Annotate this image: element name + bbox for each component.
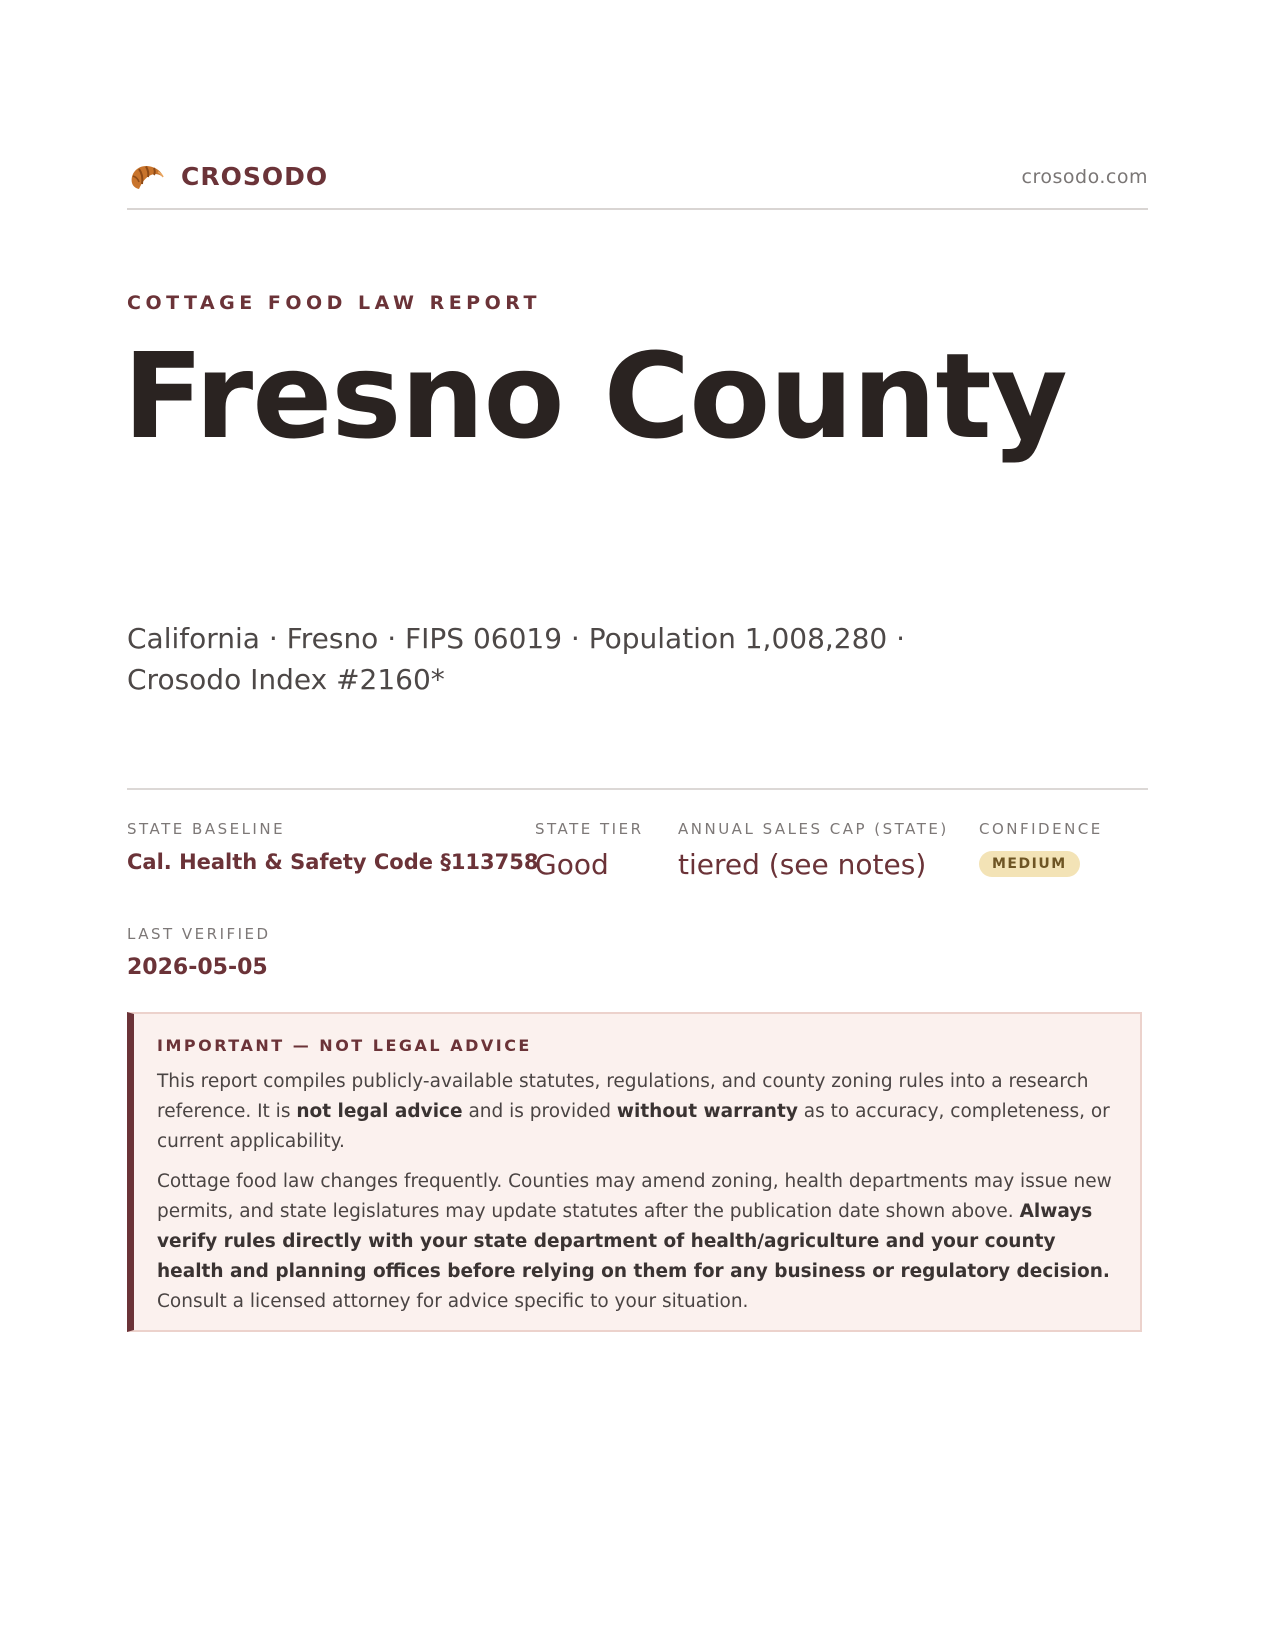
report-meta bbox=[127, 618, 927, 700]
fact-label: STATE BASELINE bbox=[127, 820, 286, 838]
fact-state-tier bbox=[535, 820, 644, 881]
fact-last-verified bbox=[127, 925, 271, 980]
page-title: Fresno County bbox=[123, 327, 1067, 465]
confidence-badge: MEDIUM bbox=[979, 851, 1080, 877]
fact-label: CONFIDENCE bbox=[979, 820, 1103, 838]
legal-notice bbox=[127, 1012, 1142, 1332]
meta-line-1: California · Fresno · FIPS 06019 · Population 1,008,280 · bbox=[127, 622, 906, 655]
fact-label: ANNUAL SALES CAP (STATE) bbox=[678, 820, 949, 838]
notice-paragraph-1: This report compiles publicly-available statutes, regulations, and county zoning rules into a research reference. It is not legal advice and is provided without warranty as to accuracy, completeness, or current applicability. bbox=[157, 1071, 1110, 1152]
notice-title: IMPORTANT — NOT LEGAL ADVICE bbox=[157, 1036, 532, 1055]
fact-value: 2026-05-05 bbox=[127, 955, 268, 980]
croissant-icon bbox=[127, 156, 167, 196]
report-page bbox=[123, 0, 1148, 1650]
fact-state-baseline bbox=[127, 820, 539, 874]
fact-label: STATE TIER bbox=[535, 820, 644, 838]
meta-line-2: Crosodo Index #2160* bbox=[127, 663, 445, 696]
fact-value: tiered (see notes) bbox=[678, 848, 927, 881]
page-header bbox=[127, 152, 1148, 210]
notice-paragraph-2: Cottage food law changes frequently. Counties may amend zoning, health departments may issue new permits, and state legislatures may update statutes after the publication date shown above. Always verify rules directly with your state department of health/agriculture and your county health and planning offices before relying on them for any business or regulatory decision. Consult a licensed attorney for advice specific to your situation. bbox=[157, 1171, 1112, 1312]
fact-annual-sales-cap bbox=[678, 820, 949, 881]
fact-confidence bbox=[979, 820, 1103, 877]
brand-name: CROSODO bbox=[181, 161, 329, 191]
brand[interactable] bbox=[127, 156, 328, 196]
fact-label: LAST VERIFIED bbox=[127, 925, 271, 943]
report-eyebrow: COTTAGE FOOD LAW REPORT bbox=[127, 292, 541, 314]
facts-section bbox=[127, 788, 1148, 980]
fact-value: Cal. Health & Safety Code §113758 bbox=[127, 850, 539, 874]
site-url-link[interactable]: crosodo.com bbox=[1021, 166, 1148, 188]
fact-value: Good bbox=[535, 848, 609, 881]
